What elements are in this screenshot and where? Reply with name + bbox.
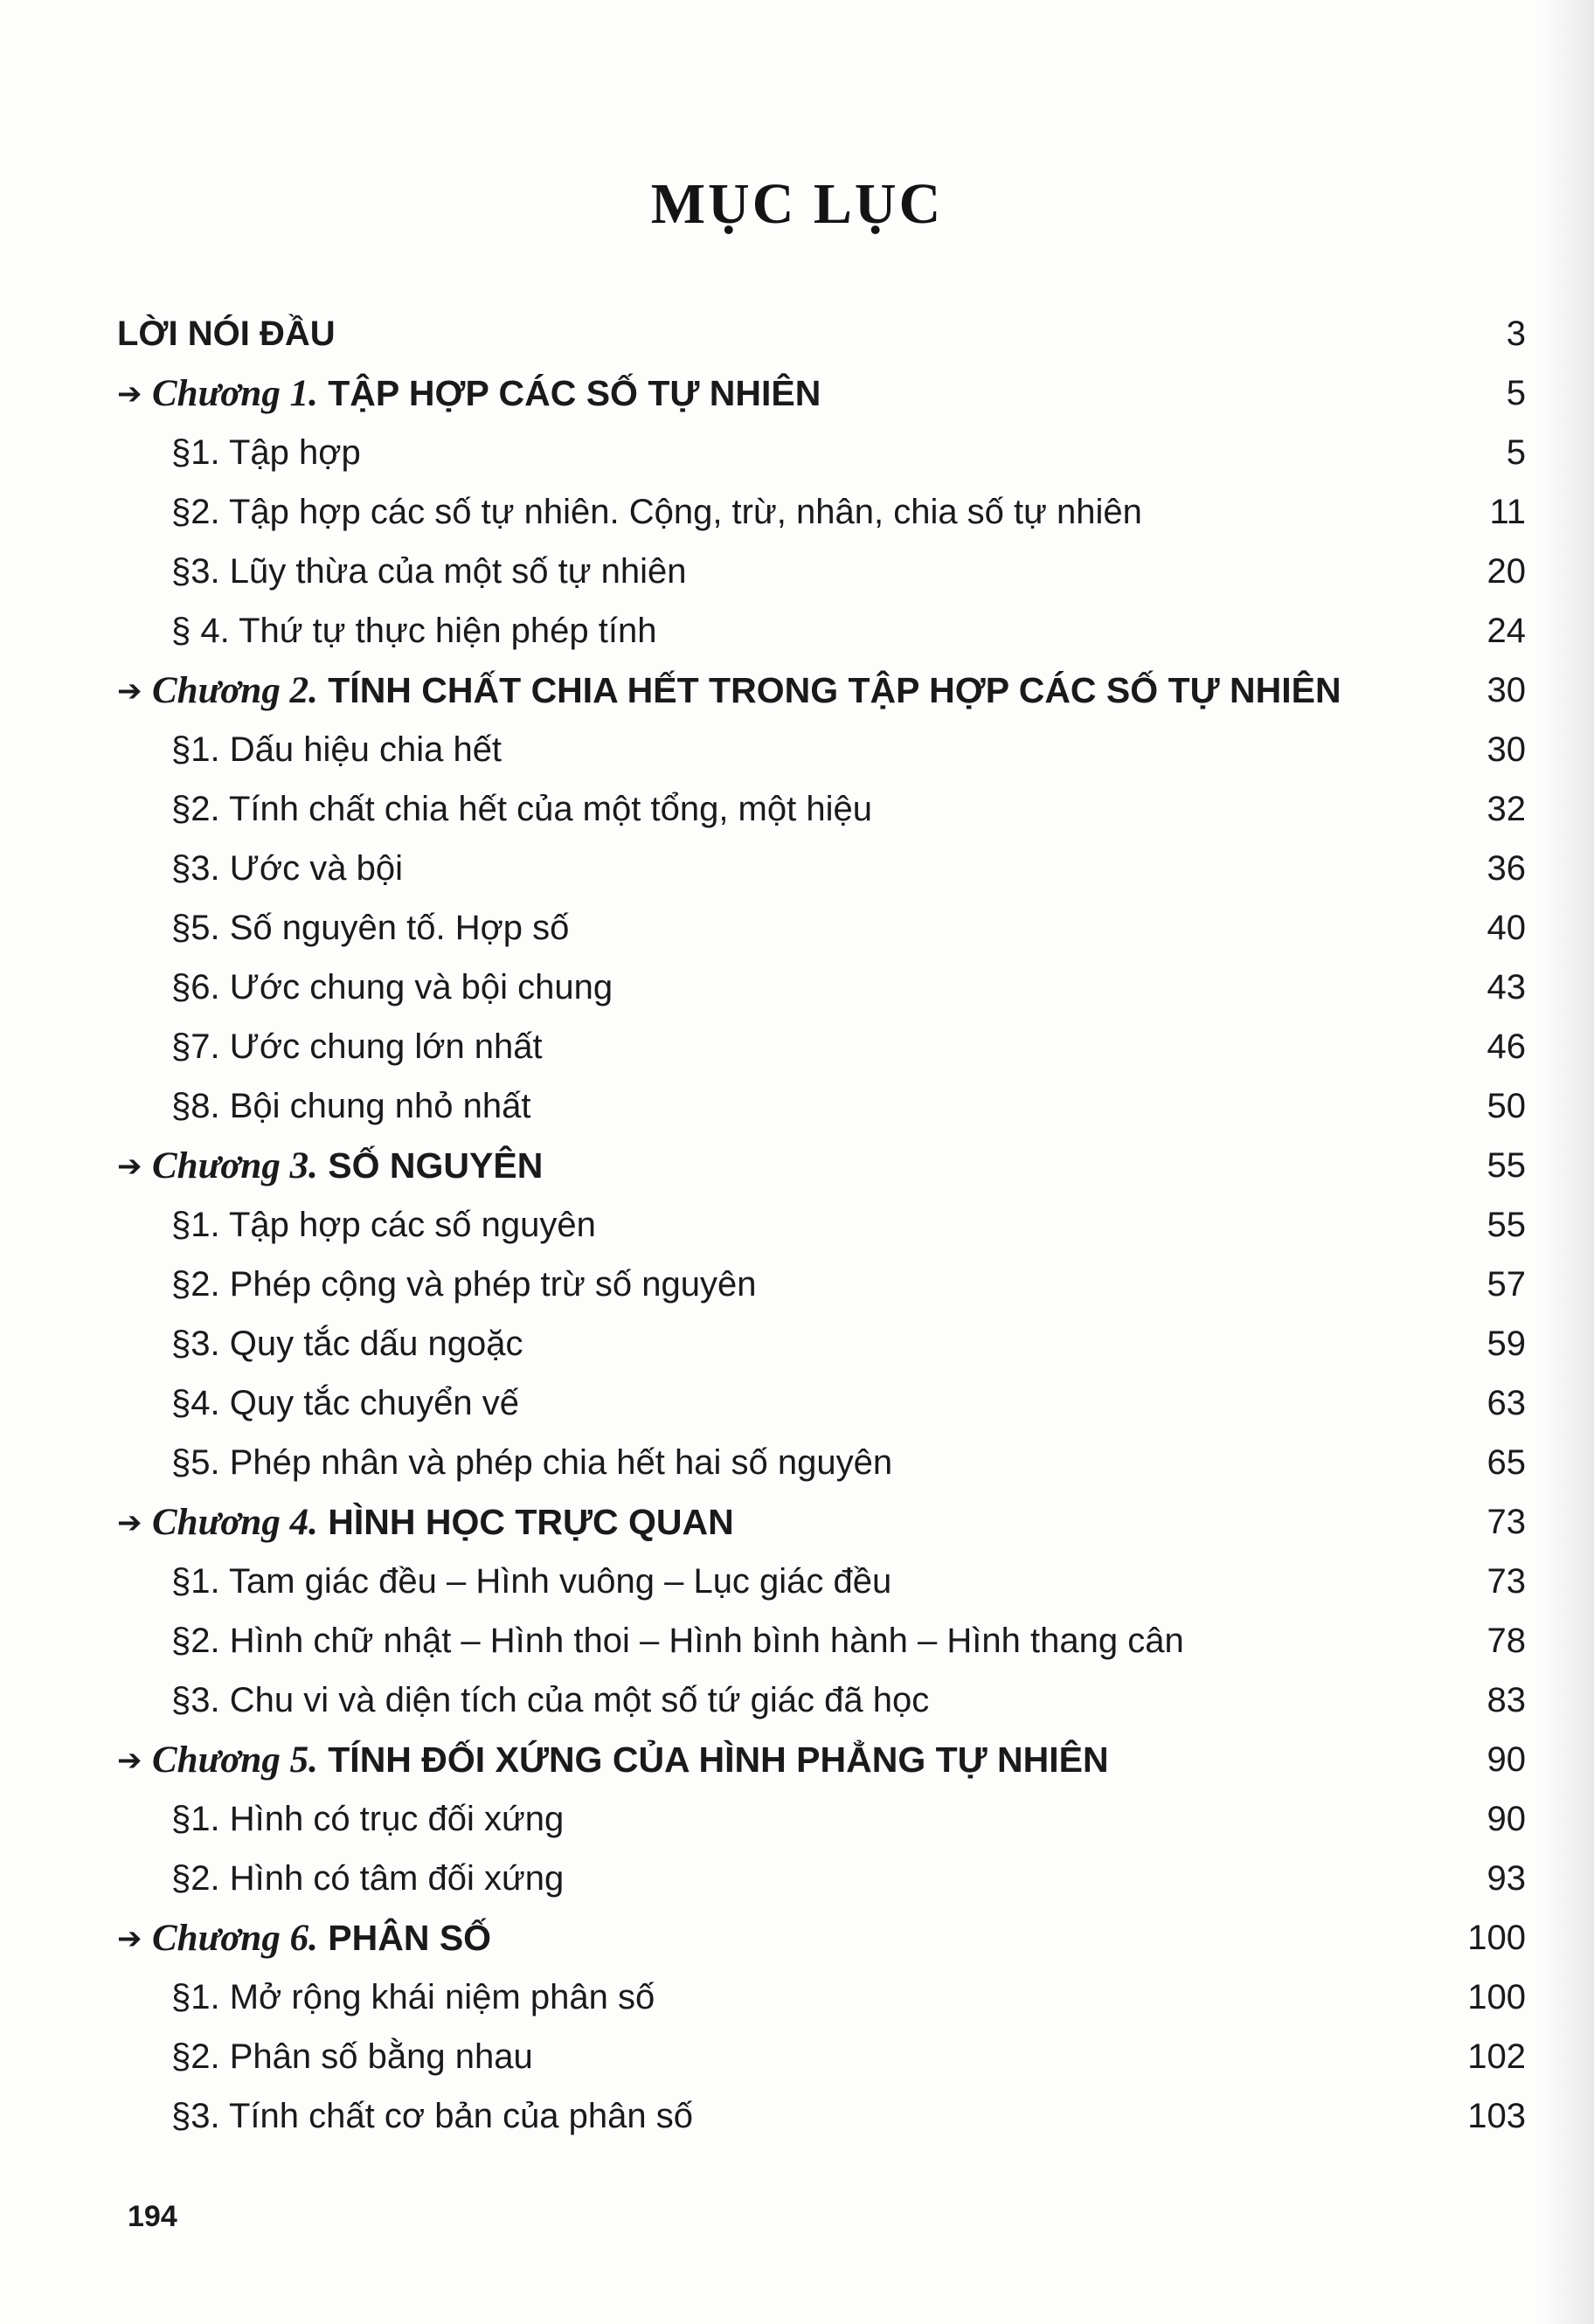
toc-page-number: 43	[1487, 968, 1526, 1006]
toc-entry-preface	[117, 304, 1526, 363]
toc-section	[117, 1789, 1526, 1849]
toc-page-number: 11	[1489, 493, 1526, 531]
toc-section	[117, 1255, 1526, 1314]
toc-page-number: 83	[1487, 1681, 1526, 1719]
toc-page-number: 103	[1467, 2097, 1526, 2135]
toc-page-number: 90	[1487, 1740, 1526, 1779]
toc-page-number: 55	[1487, 1146, 1526, 1185]
toc-page-number: 90	[1487, 1800, 1526, 1838]
toc-section	[117, 1552, 1526, 1611]
toc-page-number: 50	[1487, 1087, 1526, 1125]
toc-page-number: 40	[1487, 909, 1526, 947]
toc-section	[117, 958, 1526, 1017]
toc-section	[117, 1017, 1526, 1076]
toc-page-number: 46	[1487, 1027, 1526, 1066]
chapter-arrow-icon: ➔	[117, 1922, 142, 1955]
toc-chapter	[117, 1492, 1526, 1552]
toc-section-label: §8. Bội chung nhỏ nhất	[171, 1087, 531, 1125]
toc-page-number: 102	[1467, 2037, 1526, 2076]
toc-page-number: 36	[1487, 849, 1526, 888]
toc-chapter-title: TÍNH ĐỐI XỨNG CỦA HÌNH PHẲNG TỰ NHIÊN	[328, 1740, 1109, 1780]
toc-section	[117, 720, 1526, 779]
toc-page-number: 100	[1467, 1978, 1526, 2016]
toc-section	[117, 423, 1526, 482]
toc-section-label: §3. Chu vi và diện tích của một số tứ giác đã học	[171, 1681, 930, 1719]
chapter-arrow-icon: ➔	[117, 1150, 142, 1183]
toc-chapter-number: Chương 2.	[152, 670, 318, 711]
toc-section-label: §1. Hình có trục đối xứng	[171, 1800, 565, 1838]
toc-section	[117, 482, 1526, 542]
toc-page-number: 93	[1487, 1859, 1526, 1898]
toc-section	[117, 1611, 1526, 1670]
toc-section-label: §2. Tập hợp các số tự nhiên. Cộng, trừ, nhân, chia số tự nhiên	[171, 493, 1142, 531]
toc-chapter-title: PHÂN SỐ	[328, 1918, 492, 1958]
toc-chapter-title: TẬP HỢP CÁC SỐ TỰ NHIÊN	[328, 373, 821, 413]
toc-chapter-number: Chương 4.	[152, 1502, 318, 1543]
toc-section-label: §4. Quy tắc chuyển vế	[171, 1384, 520, 1422]
toc-chapter-label	[117, 1740, 1109, 1780]
toc-section-label: §1. Tam giác đều – Hình vuông – Lục giác đều	[171, 1562, 892, 1601]
toc-chapter-number: Chương 1.	[152, 373, 318, 414]
toc-page-number: 5	[1506, 433, 1526, 472]
toc-section-label: § 4. Thứ tự thực hiện phép tính	[171, 612, 657, 650]
toc-page-number: 5	[1506, 374, 1526, 412]
toc-section-label: §5. Phép nhân và phép chia hết hai số nguyên	[171, 1443, 893, 1482]
toc-section-label: §2. Hình có tâm đối xứng	[171, 1859, 565, 1898]
toc-entry-label: LỜI NÓI ĐẦU	[117, 315, 336, 353]
toc-section-label: §1. Mở rộng khái niệm phân số	[171, 1978, 655, 2016]
toc-section-label: §3. Ước và bội	[171, 849, 403, 888]
chapter-arrow-icon: ➔	[117, 674, 142, 708]
toc-section-label: §2. Hình chữ nhật – Hình thoi – Hình bình hành – Hình thang cân	[171, 1622, 1184, 1660]
toc-section-label: §3. Quy tắc dấu ngoặc	[171, 1325, 523, 1363]
toc-page-number: 30	[1487, 671, 1526, 709]
toc-page-number: 30	[1487, 730, 1526, 769]
toc-chapter	[117, 1730, 1526, 1789]
toc-section-label: §5. Số nguyên tố. Hợp số	[171, 909, 570, 947]
toc-section-label: §3. Lũy thừa của một số tự nhiên	[171, 552, 687, 591]
toc-section-label: §2. Phân số bằng nhau	[171, 2037, 533, 2076]
toc-page-number: 73	[1487, 1562, 1526, 1601]
toc-chapter-label	[117, 373, 821, 413]
toc-page-number: 59	[1487, 1325, 1526, 1363]
toc-page-number: 32	[1487, 790, 1526, 828]
toc-section-label: §1. Dấu hiệu chia hết	[171, 730, 502, 769]
toc-section	[117, 839, 1526, 898]
toc-page-number: 57	[1487, 1265, 1526, 1304]
toc-section	[117, 1670, 1526, 1730]
toc-section	[117, 1195, 1526, 1255]
page-number: 194	[128, 2200, 177, 2233]
page-edge-shadow	[1542, 0, 1594, 2324]
toc-page-number: 24	[1487, 612, 1526, 650]
toc-chapter-label	[117, 1145, 543, 1186]
toc-section-label: §1. Tập hợp các số nguyên	[171, 1206, 596, 1244]
chapter-arrow-icon: ➔	[117, 377, 142, 411]
toc-section-label: §7. Ước chung lớn nhất	[171, 1027, 543, 1066]
toc-page-number: 100	[1467, 1919, 1526, 1957]
toc-page-number: 20	[1487, 552, 1526, 591]
toc-section-label: §6. Ước chung và bội chung	[171, 968, 613, 1006]
toc-chapter-label	[117, 1918, 491, 1958]
toc-page-number: 78	[1487, 1622, 1526, 1660]
toc-section	[117, 1314, 1526, 1373]
toc-section	[117, 1849, 1526, 1908]
toc-page-number: 3	[1506, 315, 1526, 353]
toc-chapter	[117, 1908, 1526, 1968]
toc-page-number: 55	[1487, 1206, 1526, 1244]
toc-section	[117, 1968, 1526, 2027]
chapter-arrow-icon: ➔	[117, 1744, 142, 1777]
table-of-contents	[117, 304, 1526, 2146]
toc-section-label: §2. Phép cộng và phép trừ số nguyên	[171, 1265, 757, 1304]
toc-chapter-number: Chương 6.	[152, 1918, 318, 1959]
toc-chapter	[117, 1136, 1526, 1195]
toc-page-number: 63	[1487, 1384, 1526, 1422]
toc-chapter-number: Chương 3.	[152, 1145, 318, 1186]
toc-section	[117, 542, 1526, 601]
toc-chapter-label	[117, 670, 1341, 710]
toc-chapter	[117, 363, 1526, 423]
toc-section	[117, 898, 1526, 958]
toc-section	[117, 2086, 1526, 2146]
toc-section	[117, 1076, 1526, 1136]
toc-chapter-title: HÌNH HỌC TRỰC QUAN	[328, 1502, 734, 1542]
toc-section-label: §3. Tính chất cơ bản của phân số	[171, 2097, 694, 2135]
toc-section	[117, 601, 1526, 661]
page-title: MỤC LỤC	[650, 172, 944, 236]
toc-chapter	[117, 661, 1526, 720]
toc-section-label: §2. Tính chất chia hết của một tổng, một hiệu	[171, 790, 872, 828]
toc-chapter-label	[117, 1502, 734, 1542]
toc-chapter-number: Chương 5.	[152, 1740, 318, 1781]
toc-chapter-title: SỐ NGUYÊN	[328, 1145, 544, 1186]
toc-page-number: 73	[1487, 1503, 1526, 1541]
toc-section	[117, 1373, 1526, 1433]
chapter-arrow-icon: ➔	[117, 1506, 142, 1539]
toc-section	[117, 779, 1526, 839]
toc-section	[117, 2027, 1526, 2086]
toc-section	[117, 1433, 1526, 1492]
toc-section-label: §1. Tập hợp	[171, 433, 361, 472]
toc-chapter-title: TÍNH CHẤT CHIA HẾT TRONG TẬP HỢP CÁC SỐ TỰ NHIÊN	[328, 670, 1341, 710]
toc-page-number: 65	[1487, 1443, 1526, 1482]
